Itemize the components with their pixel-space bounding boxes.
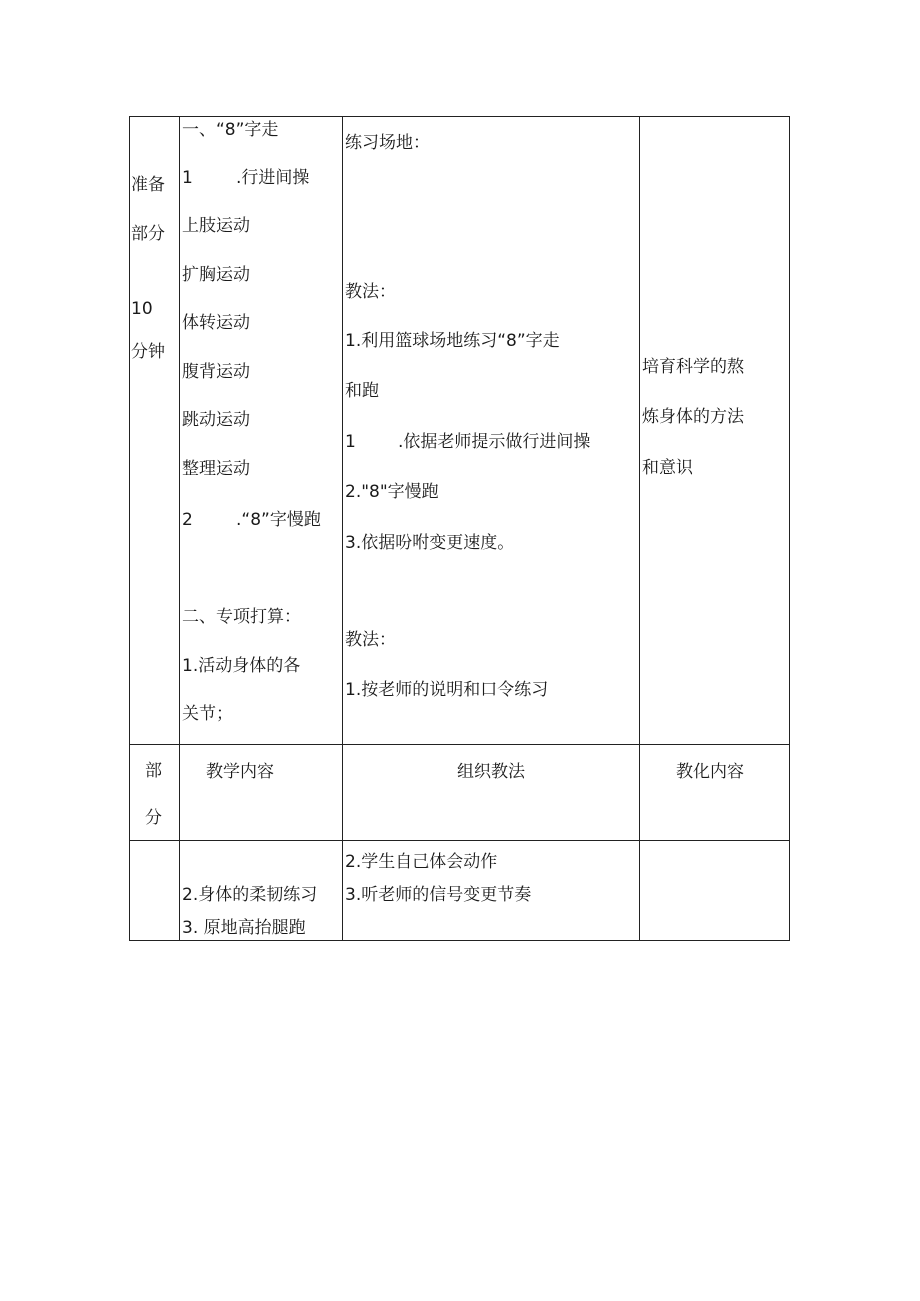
method-step: 3.依据吩咐变更速度。 <box>345 533 515 553</box>
content-heading: 一、“8”字走 <box>182 120 279 140</box>
content-subitem: 扩胸运动 <box>182 265 250 285</box>
goal-text: 培育科学的熬 <box>642 357 744 377</box>
header-organization-method: 组织教法 <box>457 762 525 782</box>
content-item: 3. 原地高抬腿跑 <box>182 918 306 938</box>
content-subitem: 上肢运动 <box>182 216 250 236</box>
table-column-divider <box>639 116 640 941</box>
part-label: 准备 <box>131 175 165 195</box>
table-border-bottom <box>129 940 790 941</box>
goal-text: 炼身体的方法 <box>642 407 744 427</box>
header-educational-content: 教化内容 <box>676 762 744 782</box>
content-item: .“8”字慢跑 <box>236 510 321 530</box>
content-item: .行进间操 <box>236 168 310 188</box>
header-teaching-content: 教学内容 <box>206 762 274 782</box>
method-step: .依据老师提示做行进间操 <box>398 432 591 452</box>
table-border-left <box>129 116 130 941</box>
content-item: 关节； <box>182 704 233 724</box>
method-title: 教法： <box>345 282 396 302</box>
header-part: 部 <box>145 761 162 781</box>
method-step: 3.听老师的信号变更节奏 <box>345 885 532 905</box>
venue-label: 练习场地： <box>345 133 430 153</box>
part-label: 部分 <box>131 224 165 244</box>
content-item-number: 1 <box>182 168 193 188</box>
goal-text: 和意识 <box>642 458 693 478</box>
content-item-number: 2 <box>182 510 193 530</box>
content-item: 2.身体的柔韧练习 <box>182 885 318 905</box>
time-value: 10 <box>131 299 153 319</box>
content-subitem: 整理运动 <box>182 459 250 479</box>
table-border-right <box>789 116 790 941</box>
method-step: 2.学生自己体会动作 <box>345 852 498 872</box>
table-row-divider <box>129 840 790 841</box>
table-column-divider <box>179 116 180 941</box>
time-unit: 分钟 <box>131 342 165 362</box>
content-subitem: 跳动运动 <box>182 410 250 430</box>
method-step: 2."8"字慢跑 <box>345 482 439 502</box>
content-item: 1.活动身体的各 <box>182 656 301 676</box>
table-column-divider <box>342 116 343 941</box>
header-part: 分 <box>145 808 162 828</box>
content-heading: 二、专项打算： <box>182 607 301 627</box>
method-step: 和跑 <box>345 381 379 401</box>
table-row-divider <box>129 744 790 745</box>
method-title: 教法： <box>345 630 396 650</box>
method-step: 1.按老师的说明和口令练习 <box>345 680 549 700</box>
method-step-number: 1 <box>345 432 356 452</box>
method-step: 1.利用篮球场地练习“8”字走 <box>345 331 560 351</box>
table-border-top <box>129 116 790 117</box>
content-subitem: 腹背运动 <box>182 362 250 382</box>
content-subitem: 体转运动 <box>182 313 250 333</box>
